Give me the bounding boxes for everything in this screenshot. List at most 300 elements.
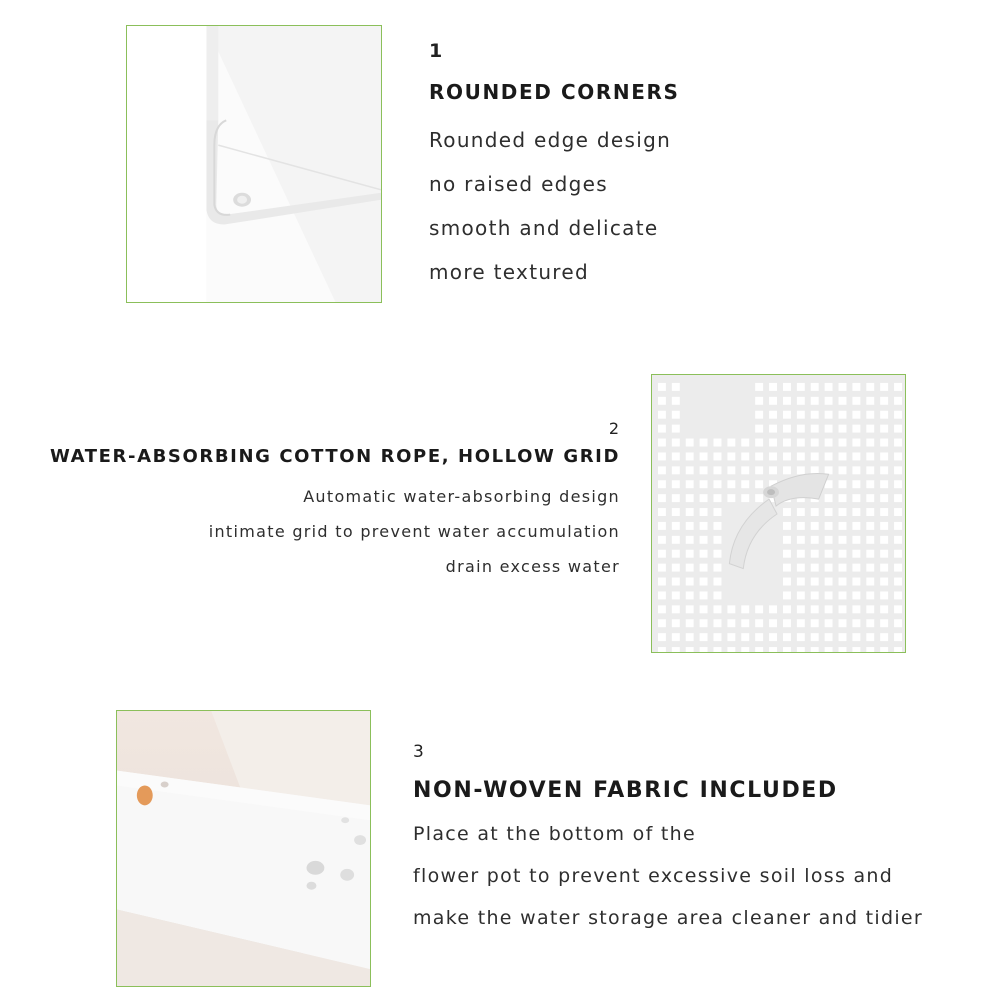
grid-hole: [769, 452, 777, 460]
grid-hole: [852, 605, 860, 613]
grid-hole: [700, 494, 708, 502]
grid-hole: [852, 536, 860, 544]
grid-hole: [811, 522, 819, 530]
grid-hole: [825, 508, 833, 516]
grid-hole: [672, 536, 680, 544]
grid-hole: [769, 425, 777, 433]
grid-hole: [672, 578, 680, 586]
grid-hole: [769, 605, 777, 613]
grid-hole: [714, 480, 722, 488]
grid-hole: [852, 522, 860, 530]
grid-hole: [672, 564, 680, 572]
grid-hole: [811, 383, 819, 391]
grid-hole: [714, 439, 722, 447]
grid-hole: [658, 522, 666, 530]
grid-hole: [825, 591, 833, 599]
grid-hole: [811, 591, 819, 599]
grid-hole: [880, 591, 888, 599]
grid-hole: [714, 578, 722, 586]
grid-hole: [894, 383, 902, 391]
grid-hole: [686, 619, 694, 627]
grid-hole: [783, 397, 791, 405]
grid-hole: [852, 508, 860, 516]
grid-hole: [714, 605, 722, 613]
grid-hole: [741, 466, 749, 474]
grid-hole: [880, 536, 888, 544]
grid-hole: [700, 591, 708, 599]
grid-hole: [797, 647, 805, 652]
grid-hole: [755, 466, 763, 474]
rounded-corner-photo: [126, 25, 382, 303]
grid-hole: [658, 466, 666, 474]
grid-hole: [797, 605, 805, 613]
grid-hole: [658, 411, 666, 419]
grid-hole: [797, 425, 805, 433]
section-1-title: ROUNDED CORNERS: [429, 80, 680, 104]
grid-hole: [811, 619, 819, 627]
grid-hole: [880, 383, 888, 391]
grid-hole: [811, 633, 819, 641]
grid-hole: [852, 383, 860, 391]
grid-hole: [727, 480, 735, 488]
grid-hole: [866, 564, 874, 572]
grid-hole: [852, 619, 860, 627]
grid-hole: [686, 508, 694, 516]
section-3-text: [413, 742, 923, 939]
grid-hole: [852, 480, 860, 488]
grid-hole: [894, 466, 902, 474]
grid-hole: [714, 536, 722, 544]
grid-hole: [839, 466, 847, 474]
grid-hole: [880, 619, 888, 627]
grid-hole: [839, 452, 847, 460]
grid-hole: [894, 536, 902, 544]
grid-hole: [672, 647, 680, 652]
grid-hole: [672, 494, 680, 502]
grid-hole: [672, 619, 680, 627]
grid-hole: [658, 494, 666, 502]
grid-hole: [866, 466, 874, 474]
section-1-number: 1: [429, 40, 444, 62]
grid-hole: [741, 647, 749, 652]
grid-hole: [755, 494, 763, 502]
grid-hole: [825, 605, 833, 613]
grid-hole: [658, 508, 666, 516]
grid-hole: [686, 647, 694, 652]
grid-hole: [686, 522, 694, 530]
grid-hole: [769, 633, 777, 641]
grid-hole: [658, 633, 666, 641]
grid-hole: [672, 508, 680, 516]
grid-hole: [769, 647, 777, 652]
grid-hole: [658, 536, 666, 544]
grid-hole: [839, 411, 847, 419]
section-2-number: 2: [608, 419, 620, 438]
grid-hole: [894, 578, 902, 586]
section-2-line-3: drain excess water: [445, 557, 620, 576]
grid-hole: [700, 508, 708, 516]
grid-hole: [825, 564, 833, 572]
grid-hole: [839, 578, 847, 586]
grid-hole: [658, 619, 666, 627]
grid-hole: [741, 605, 749, 613]
grid-hole: [852, 425, 860, 433]
grid-hole: [700, 522, 708, 530]
grid-hole: [811, 564, 819, 572]
grid-hole: [811, 605, 819, 613]
grid-hole: [700, 466, 708, 474]
grid-hole: [839, 619, 847, 627]
grid-hole: [880, 508, 888, 516]
grid-hole: [839, 522, 847, 530]
grid-hole: [839, 508, 847, 516]
grid-hole: [894, 494, 902, 502]
grid-hole: [852, 466, 860, 474]
grid-hole: [866, 619, 874, 627]
grid-hole: [825, 439, 833, 447]
grid-hole: [783, 591, 791, 599]
section-3-line-2: flower pot to prevent excessive soil loss and: [413, 865, 894, 887]
grid-hole: [797, 452, 805, 460]
grid-hole: [741, 494, 749, 502]
grid-hole: [866, 647, 874, 652]
grid-hole: [755, 411, 763, 419]
grid-hole: [714, 619, 722, 627]
grid-hole: [797, 383, 805, 391]
grid-hole: [672, 550, 680, 558]
grid-hole: [866, 578, 874, 586]
grid-hole: [783, 522, 791, 530]
grid-hole: [811, 536, 819, 544]
grid-hole: [672, 439, 680, 447]
grid-hole: [741, 439, 749, 447]
grid-hole: [769, 619, 777, 627]
grid-hole: [783, 508, 791, 516]
grid-hole: [700, 480, 708, 488]
grid-hole: [852, 633, 860, 641]
grid-hole: [797, 439, 805, 447]
grid-hole: [866, 411, 874, 419]
grid-hole: [672, 633, 680, 641]
grid-hole: [783, 411, 791, 419]
grid-hole: [755, 647, 763, 652]
grid-hole: [866, 397, 874, 405]
grid-hole: [797, 564, 805, 572]
grid-hole: [686, 550, 694, 558]
grid-hole: [658, 564, 666, 572]
grid-hole: [783, 439, 791, 447]
grid-hole: [811, 425, 819, 433]
grid-hole: [866, 633, 874, 641]
grid-hole: [658, 578, 666, 586]
section-3-line-1: Place at the bottom of the: [413, 823, 696, 845]
grid-hole: [880, 411, 888, 419]
grid-hole: [811, 578, 819, 586]
grid-hole: [727, 633, 735, 641]
grid-hole: [839, 550, 847, 558]
non-woven-fabric-photo: [116, 710, 371, 987]
grid-hole: [825, 522, 833, 530]
grid-hole: [894, 439, 902, 447]
grid-hole: [825, 411, 833, 419]
grid-hole: [672, 522, 680, 530]
grid-hole: [727, 647, 735, 652]
grid-hole: [658, 480, 666, 488]
grid-hole: [672, 480, 680, 488]
grid-hole: [700, 564, 708, 572]
grid-hole: [658, 397, 666, 405]
grid-hole: [839, 425, 847, 433]
grid-hole: [714, 494, 722, 502]
section-2-line-2: intimate grid to prevent water accumulation: [208, 522, 620, 541]
grid-hole: [894, 411, 902, 419]
grid-hole: [839, 633, 847, 641]
grid-hole: [825, 494, 833, 502]
grid-hole: [839, 647, 847, 652]
grid-hole: [866, 536, 874, 544]
grid-hole: [852, 591, 860, 599]
grid-hole: [866, 425, 874, 433]
grid-hole: [825, 647, 833, 652]
section-3-line-3: make the water storage area cleaner and tidier: [413, 907, 924, 929]
grid-hole: [839, 480, 847, 488]
grid-hole: [894, 647, 902, 652]
grid-hole: [797, 633, 805, 641]
grid-hole: [852, 494, 860, 502]
grid-hole: [825, 383, 833, 391]
grid-hole: [783, 536, 791, 544]
grid-hole: [839, 397, 847, 405]
grid-hole: [672, 591, 680, 599]
grid-hole: [700, 619, 708, 627]
grid-hole: [686, 591, 694, 599]
grid-hole: [894, 425, 902, 433]
grid-hole: [866, 522, 874, 530]
grid-hole: [839, 591, 847, 599]
section-3-number: 3: [413, 742, 425, 762]
grid-hole: [783, 619, 791, 627]
grid-hole: [714, 522, 722, 530]
grid-hole: [880, 425, 888, 433]
grid-hole: [672, 397, 680, 405]
grid-hole: [866, 605, 874, 613]
grid-hole: [755, 383, 763, 391]
grid-hole: [797, 411, 805, 419]
grid-hole: [797, 550, 805, 558]
grid-hole: [894, 591, 902, 599]
grid-hole: [672, 425, 680, 433]
grid-hole: [714, 591, 722, 599]
grid-hole: [880, 480, 888, 488]
grid-hole: [852, 452, 860, 460]
grid-hole: [727, 439, 735, 447]
grid-hole: [894, 522, 902, 530]
grid-hole: [714, 508, 722, 516]
grid-hole: [755, 452, 763, 460]
grid-hole: [714, 633, 722, 641]
grid-hole: [797, 578, 805, 586]
grid-hole: [825, 633, 833, 641]
grid-hole: [894, 397, 902, 405]
grid-hole: [658, 452, 666, 460]
grid-hole: [866, 480, 874, 488]
grid-hole: [825, 452, 833, 460]
grid-hole: [700, 452, 708, 460]
grid-hole: [839, 564, 847, 572]
grid-hole: [866, 383, 874, 391]
grid-hole: [880, 466, 888, 474]
grid-hole: [894, 550, 902, 558]
grid-hole: [686, 605, 694, 613]
grid-hole: [658, 647, 666, 652]
grid-hole: [783, 466, 791, 474]
grid-hole: [811, 647, 819, 652]
grid-hole: [880, 494, 888, 502]
grid-hole: [755, 619, 763, 627]
grid-hole: [797, 522, 805, 530]
grid-hole: [880, 605, 888, 613]
grid-hole: [880, 439, 888, 447]
section-2-text: [50, 419, 620, 584]
grid-hole: [783, 564, 791, 572]
grid-hole: [686, 480, 694, 488]
grid-hole: [797, 508, 805, 516]
grid-hole: [686, 564, 694, 572]
grid-hole: [880, 578, 888, 586]
grid-hole: [658, 383, 666, 391]
grid-hole: [880, 550, 888, 558]
grid-hole: [880, 564, 888, 572]
grid-hole: [658, 550, 666, 558]
grid-hole: [825, 466, 833, 474]
grid-hole: [769, 383, 777, 391]
grid-hole: [866, 508, 874, 516]
section-3-title: NON-WOVEN FABRIC INCLUDED: [413, 778, 838, 803]
grid-hole: [672, 383, 680, 391]
grid-hole: [686, 578, 694, 586]
grid-hole: [839, 605, 847, 613]
section-1-line-3: smooth and delicate: [429, 216, 659, 240]
grid-hole: [658, 425, 666, 433]
grid-hole: [797, 397, 805, 405]
grid-hole: [769, 397, 777, 405]
grid-hole: [700, 647, 708, 652]
grid-hole: [741, 452, 749, 460]
grid-hole: [880, 397, 888, 405]
grid-hole: [852, 397, 860, 405]
grid-hole: [866, 439, 874, 447]
grid-hole: [894, 564, 902, 572]
grid-hole: [769, 466, 777, 474]
grid-hole: [797, 466, 805, 474]
grid-hole: [783, 452, 791, 460]
grid-hole: [894, 605, 902, 613]
grid-hole: [783, 550, 791, 558]
grid-hole: [852, 411, 860, 419]
grid-hole: [700, 439, 708, 447]
grid-hole: [783, 383, 791, 391]
grid-hole: [755, 480, 763, 488]
grid-hole: [741, 633, 749, 641]
grid-hole: [880, 452, 888, 460]
grid-hole: [894, 480, 902, 488]
grid-hole: [783, 605, 791, 613]
grid-hole: [727, 605, 735, 613]
grid-hole: [700, 605, 708, 613]
grid-hole: [825, 536, 833, 544]
grid-hole: [658, 591, 666, 599]
grid-hole: [755, 425, 763, 433]
grid-hole: [672, 605, 680, 613]
grid-hole: [797, 619, 805, 627]
grid-hole: [811, 397, 819, 405]
grid-hole: [686, 536, 694, 544]
grid-hole: [811, 439, 819, 447]
grid-hole: [672, 411, 680, 419]
grid-hole: [852, 578, 860, 586]
grid-hole: [811, 452, 819, 460]
grid-hole: [741, 480, 749, 488]
grid-hole: [797, 536, 805, 544]
grid-hole: [714, 452, 722, 460]
grid-hole: [755, 605, 763, 613]
grid-hole: [672, 466, 680, 474]
grid-hole: [727, 466, 735, 474]
grid-hole: [700, 550, 708, 558]
grid-hole: [866, 550, 874, 558]
grid-hole: [866, 452, 874, 460]
grid-hole: [700, 633, 708, 641]
grid-hole: [894, 508, 902, 516]
grid-hole: [658, 605, 666, 613]
grid-hole: [825, 578, 833, 586]
grid-hole: [880, 522, 888, 530]
grid-hole: [700, 536, 708, 544]
grid-hole: [714, 564, 722, 572]
section-2-title: WATER-ABSORBING COTTON ROPE, HOLLOW GRID: [49, 446, 620, 467]
grid-hole: [852, 439, 860, 447]
grid-hole: [686, 466, 694, 474]
grid-hole: [714, 550, 722, 558]
grid-hole: [839, 536, 847, 544]
grid-hole: [825, 550, 833, 558]
grid-hole: [672, 452, 680, 460]
grid-hole: [866, 494, 874, 502]
section-2-line-1: Automatic water-absorbing design: [303, 487, 620, 506]
grid-hole: [852, 564, 860, 572]
grid-hole: [852, 647, 860, 652]
section-1-line-1: Rounded edge design: [429, 128, 672, 152]
grid-hole: [839, 383, 847, 391]
grid-hole: [686, 494, 694, 502]
grid-hole: [783, 578, 791, 586]
grid-hole: [797, 591, 805, 599]
grid-hole: [894, 619, 902, 627]
grid-hole: [894, 452, 902, 460]
grid-hole: [811, 411, 819, 419]
grid-hole: [700, 578, 708, 586]
grid-hole: [714, 466, 722, 474]
grid-hole: [783, 647, 791, 652]
grid-hole: [686, 439, 694, 447]
grid-hole: [727, 494, 735, 502]
section-1-line-2: no raised edges: [429, 172, 609, 196]
grid-hole: [852, 550, 860, 558]
grid-hole: [880, 647, 888, 652]
grid-hole: [811, 550, 819, 558]
grid-hole: [755, 633, 763, 641]
grid-hole: [783, 425, 791, 433]
